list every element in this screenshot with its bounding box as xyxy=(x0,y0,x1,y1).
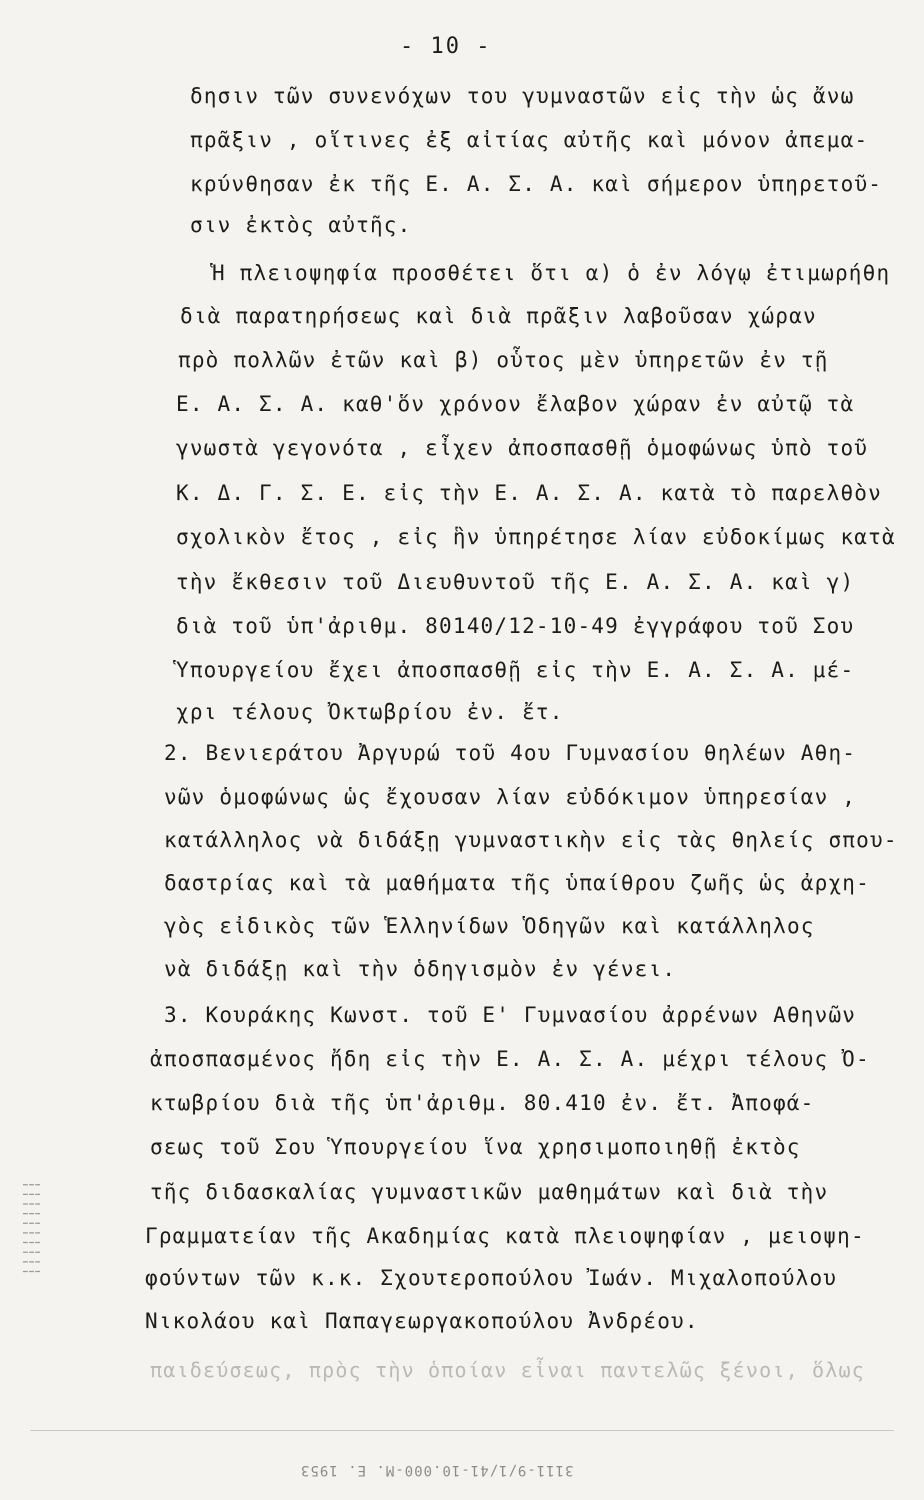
text-line: Κ. Δ. Γ. Σ. Ε. εἰς τὴν Ε. Α. Σ. Α. κατὰ τὸ παρελθὸν xyxy=(176,481,882,505)
bleed-through-text: παιδεύσεως, πρὸς τὴν ὁποίαν εἶναι παντελῶς ξένοι, ὅλως xyxy=(150,1358,866,1382)
text-line: τὴν ἔκθεσιν τοῦ Διευθυντοῦ τῆς Ε. Α. Σ. Α. καὶ γ) xyxy=(176,570,855,594)
text-line: γνωστὰ γεγονότα , εἶχεν ἀποσπασθῇ ὁμοφώνως ὑπὸ τοῦ xyxy=(176,436,869,460)
footer-print-code: 3111-9/1/41-10.000-M. E. 1953 xyxy=(300,1462,574,1478)
text-line: κτωβρίου διὰ τῆς ὑπ'ἀριθμ. 80.410 ἐν. ἔτ. Ἀποφά- xyxy=(150,1091,815,1115)
text-line: σεως τοῦ Σου Ὑπουργείου ἵνα χρησιμοποιηθῇ ἐκτὸς xyxy=(150,1135,801,1159)
text-line: Νικολάου καὶ Παπαγεωργακοπούλου Ἀνδρέου. xyxy=(145,1309,699,1333)
text-line: Ὑπουργείου ἔχει ἀποσπασθῇ εἰς τὴν Ε. Α. Σ. Α. μέ- xyxy=(176,658,855,682)
text-line: δαστρίας καὶ τὰ μαθήματα τῆς ὑπαίθρου ζωῆς ὡς ἀρχη- xyxy=(164,871,870,895)
text-line: κατάλληλος νὰ διδάξῃ γυμναστικὴν εἰς τὰς θηλείς σπου- xyxy=(164,828,898,852)
text-line: Γραμματείαν τῆς Ακαδημίας κατὰ πλειοψηφίαν , μειοψη- xyxy=(145,1224,865,1248)
text-line: πρᾶξιν , οἵτινες ἐξ αἰτίας αὐτῆς καὶ μόνον ἀπεμα- xyxy=(190,128,869,152)
text-line: σιν ἐκτὸς αὐτῆς. xyxy=(190,213,412,237)
text-line: διὰ παρατηρήσεως καὶ διὰ πρᾶξιν λαβοῦσαν χώραν xyxy=(180,304,817,328)
text-line: Ἡ πλειοψηφία προσθέτει ὅτι α) ὁ ἐν λόγῳ ἐτιμωρήθη xyxy=(212,261,891,285)
text-line: φούντων τῶν κ.κ. Σχουτεροπούλου Ἰωάν. Μιχαλοπούλου xyxy=(145,1266,838,1290)
text-line: ἀποσπασμένος ἤδη εἰς τὴν Ε. Α. Σ. Α. μέχρι τέλους Ὀ- xyxy=(150,1047,870,1071)
page-number: - 10 - xyxy=(400,34,492,59)
text-line: νῶν ὁμοφώνως ὡς ἔχουσαν λίαν εὐδόκιμον ὑπηρεσίαν , xyxy=(164,785,857,809)
margin-edge-marks: ┆┆┆┆┆┆┆┆┆┆ xyxy=(22,1180,41,1277)
text-line: γὸς εἰδικὸς τῶν Ἑλληνίδων Ὁδηγῶν καὶ κατάλληλος xyxy=(164,914,815,938)
text-line: τῆς διδασκαλίας γυμναστικῶν μαθημάτων καὶ διὰ τὴν xyxy=(150,1180,829,1204)
text-line: κρύνθησαν ἐκ τῆς Ε. Α. Σ. Α. καὶ σήμερον ὑπηρετοῦ- xyxy=(190,172,883,196)
text-line: δησιν τῶν συνενόχων του γυμναστῶν εἰς τὴν ὡς ἄνω xyxy=(190,84,855,108)
page-fold-line xyxy=(30,1430,894,1431)
text-line: πρὸ πολλῶν ἐτῶν καὶ β) οὗτος μὲν ὑπηρετῶν ἐν τῇ xyxy=(178,348,829,372)
text-line: νὰ διδάξῃ καὶ τὴν ὁδηγισμὸν ἐν γένει. xyxy=(164,957,677,981)
text-line: σχολικὸν ἔτος , εἰς ἣν ὑπηρέτησε λίαν εὐδοκίμως κατὰ xyxy=(176,525,896,549)
text-line: 2. Βενιεράτου Ἀργυρώ τοῦ 4ου Γυμνασίου θηλέων Αθη- xyxy=(164,741,857,765)
text-line: 3. Κουράκης Κωνστ. τοῦ Ε' Γυμνασίου ἀρρένων Αθηνῶν xyxy=(164,1003,857,1027)
text-line: Ε. Α. Σ. Α. καθ'ὅν χρόνον ἔλαβον χώραν ἐν αὐτῷ τὰ xyxy=(176,392,855,416)
text-line: χρι τέλους Ὀκτωβρίου ἐν. ἔτ. xyxy=(176,700,564,724)
text-line: διὰ τοῦ ὑπ'ἀριθμ. 80140/12-10-49 ἐγγράφου τοῦ Σου xyxy=(176,614,855,638)
